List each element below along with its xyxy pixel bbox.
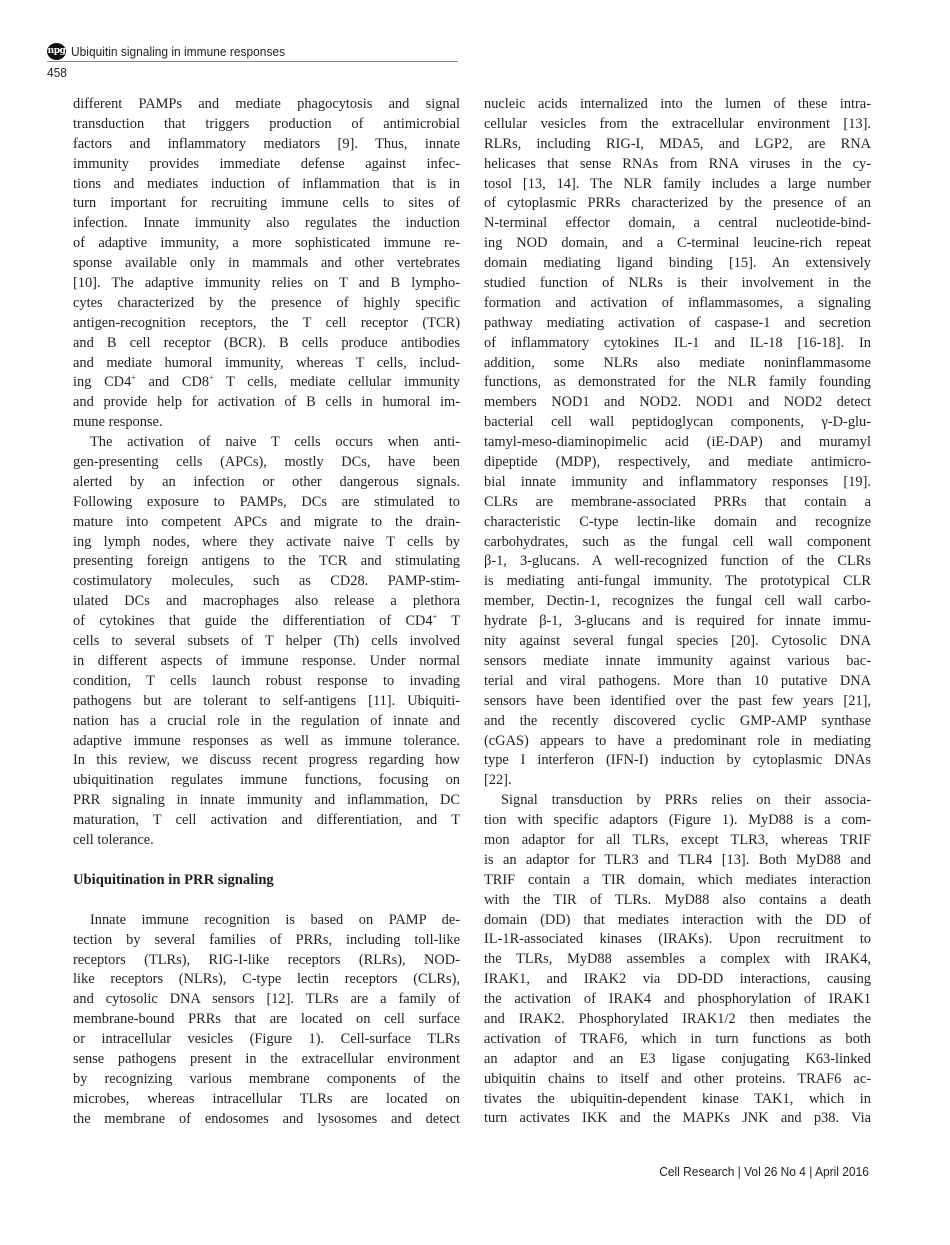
text-line: and cytosolic DNA sensors [12]. TLRs are a family of: [73, 991, 460, 1008]
text-line: The activation of naive T cells occurs when anti-: [90, 434, 460, 451]
text-line: and mediate humoral immunity, whereas T cells, includ-: [73, 354, 460, 371]
paragraph: [484, 95, 871, 791]
text-line: immunity provides immediate defense against infec-: [73, 155, 460, 172]
text-line: bial innate immunity and inflammatory responses [19].: [484, 473, 871, 490]
text-line: ubiquitination regulates immune functions, focusing on: [73, 772, 460, 789]
text-line: functions, as demonstrated for the NLR family founding: [484, 374, 871, 391]
section-heading: Ubiquitination in PRR signaling: [73, 871, 274, 888]
text-line: sensors have been identified over the past few years [21],: [484, 692, 871, 709]
text-line: costimulatory molecules, such as CD28. PAMP-stim-: [73, 573, 460, 590]
text-line: cell tolerance.: [73, 831, 154, 848]
text-line: β-1, 3-glucans. A well-recognized function of the CLRs: [484, 553, 871, 570]
paragraph: [73, 95, 460, 433]
text-line: ubiquitin chains to itself and other proteins. TRAF6 ac-: [484, 1070, 871, 1087]
superscript: +: [209, 373, 214, 383]
text-line: nity against several fungal species [20]. Cytosolic DNA: [484, 633, 871, 650]
paragraph: [73, 911, 460, 1130]
text-line: or intracellular vesicles (Figure 1). Cell-surface TLRs: [73, 1031, 460, 1048]
text-line: of adaptive immunity, a more sophisticated immune re-: [73, 235, 460, 252]
text-line: bacterial cell wall peptidoglycan components, γ-D-glu-: [484, 414, 871, 431]
text-fragment: T cells, mediate cellular immunity: [213, 374, 460, 391]
text-line: by recognizing various membrane components of the: [73, 1070, 460, 1087]
text-line: dipeptide (MDP), respectively, and mediate antimicro-: [484, 454, 871, 471]
text-line: member, Dectin-1, recognizes the fungal cell wall carbo-: [484, 593, 871, 610]
text-line: presenting foreign antigens to the TCR and stimulating: [73, 553, 460, 570]
text-line: ing NOD domain, and a C-terminal leucine-rich repeat: [484, 235, 871, 252]
text-line: different PAMPs and mediate phagocytosis and signal: [73, 96, 460, 112]
header-rule: [47, 42, 458, 62]
right-column: [484, 95, 871, 1129]
text-fragment: ing CD4: [73, 374, 132, 391]
text-line: domain mediating ligand binding [15]. An extensively: [484, 255, 871, 272]
text-line: [22].: [484, 772, 512, 789]
text-line: IRAK1, and IRAK2 via DD-DD interactions, causing: [484, 971, 871, 988]
text-line: tamyl-meso-diaminopimelic acid (iE-DAP) and muramyl: [484, 434, 871, 451]
running-header: [47, 42, 458, 80]
text-line: of inflammatory cytokines IL-1 and IL-18 [16-18]. In: [484, 334, 871, 351]
text-line: terial and viral pathogens. More than 10 putative DNA: [484, 672, 871, 689]
text-line: sensors mediate innate immunity against various bac-: [484, 652, 871, 669]
text-line: PRR signaling in innate immunity and inflammation, DC: [73, 792, 460, 809]
page-number: 458: [47, 65, 67, 80]
text-line: is mediating anti-fungal immunity. The prototypical CLR: [484, 573, 871, 590]
text-line: and B cell receptor (BCR). B cells produce antibodies: [73, 334, 460, 351]
text-line: CLRs are membrane-associated PRRs that contain a: [484, 493, 871, 510]
text-line: sense pathogens present in the extracellular environment: [73, 1050, 460, 1067]
text-line: tivates the ubiquitin-dependent kinase TAK1, which in: [484, 1090, 871, 1107]
text-line: and the recently discovered cyclic GMP-AMP synthase: [484, 712, 871, 729]
text-line: and provide help for activation of B cells in humoral im-: [73, 394, 460, 411]
text-line: cellular vesicles from the extracellular environment [13].: [484, 115, 871, 132]
text-line: domain (DD) that mediates interaction with the DD of: [484, 911, 871, 928]
text-line: tion with specific adaptors (Figure 1). MyD88 is a com-: [484, 812, 871, 829]
text-line: IL-1R-associated kinases (IRAKs). Upon recruitment to: [484, 931, 871, 948]
text-line: RLRs, including RIG-I, MDA5, and LGP2, are RNA: [484, 135, 871, 152]
text-line: ulated DCs and macrophages also release a plethora: [73, 593, 460, 610]
text-line: sponse available only in mammals and other vertebrates: [73, 255, 460, 272]
text-line: activation of TRAF6, which in turn functions as both: [484, 1030, 871, 1047]
footer-citation: Cell Research | Vol 26 No 4 | April 2016: [659, 1164, 869, 1179]
text-line: mon adaptor for all TLRs, except TLR3, whereas TRIF: [484, 831, 871, 848]
text-line: studied function of NLRs is their involvement in the: [484, 275, 871, 292]
text-line: the TLRs, MyD88 assembles a complex with IRAK4,: [484, 951, 871, 968]
text-line: mature into competent APCs and migrate to the drain-: [73, 513, 460, 530]
text-line: pathogens but are tolerant to self-antigens [11]. Ubiquiti-: [73, 692, 460, 709]
text-line: Following exposure to PAMPs, DCs are stimulated to: [73, 493, 460, 510]
text-line: turn important for recruiting immune cells to sites of: [73, 195, 460, 212]
text-line: an adaptor and an E3 ligase conjugating K63-linked: [484, 1050, 871, 1067]
text-line: [73, 612, 460, 632]
text-line: the membrane of endosomes and lysosomes and detect: [73, 1110, 460, 1127]
text-line: gen-presenting cells (APCs), mostly DCs, have been: [73, 454, 460, 471]
text-line: maturation, T cell activation and differentiation, and T: [73, 812, 460, 829]
text-line: infection. Innate immunity also regulates the induction: [73, 215, 460, 232]
running-title: Ubiquitin signaling in immune responses: [71, 43, 286, 59]
text-line: cells to several subsets of T helper (Th) cells involved: [73, 633, 460, 650]
superscript: +: [432, 612, 438, 622]
text-line: is an adaptor for TLR3 and TLR4 [13]. Both MyD88 and: [484, 851, 871, 868]
text-line: like receptors (NLRs), C-type lectin receptors (CLRs),: [73, 971, 460, 988]
text-line: adaptive immune responses as well as immune tolerance.: [73, 732, 460, 749]
text-line: tions and mediates induction of inflammation that is in: [73, 175, 460, 192]
text-line: hydrate β-1, 3-glucans and is required for innate immu-: [484, 613, 871, 630]
text-line: nucleic acids internalized into the lumen of these intra-: [484, 96, 871, 112]
text-line: ing lymph nodes, where they activate naive T cells by: [73, 533, 460, 550]
text-line: tosol [13, 14]. The NLR family includes a large number: [484, 175, 871, 192]
text-line: TRIF contain a TIR domain, which mediates interaction: [484, 871, 871, 888]
text-line: of cytoplasmic PRRs characterized by the presence of an: [484, 195, 871, 212]
text-line: Innate immune recognition is based on PAMP de-: [90, 911, 460, 928]
text-line: receptors (TLRs), RIG-I-like receptors (RLRs), NOD-: [73, 951, 460, 968]
text-line: nation has a crucial role in the regulation of innate and: [73, 712, 460, 729]
text-line: in different aspects of immune response. Under normal: [73, 652, 460, 669]
text-line: helicases that sense RNAs from RNA viruses in the cy-: [484, 155, 871, 172]
text-line: antigen-recognition receptors, the T cell receptor (TCR): [73, 314, 460, 331]
text-line: condition, T cells launch robust response to invading: [73, 672, 460, 689]
text-line: mune response.: [73, 414, 163, 431]
text-line: cytes characterized by the presence of highly specific: [73, 294, 460, 311]
text-line: transduction that triggers production of antimicrobial: [73, 115, 460, 132]
text-line: characteristic C-type lectin-like domain and recognize: [484, 513, 871, 530]
text-line: N-terminal effector domain, a central nucleotide-bind-: [484, 215, 871, 232]
text-line: [73, 373, 460, 393]
text-line: [10]. The adaptive immunity relies on T and B lympho-: [73, 275, 460, 292]
text-line: factors and inflammatory mediators [9]. Thus, innate: [73, 135, 460, 152]
paragraph: [484, 791, 871, 1129]
superscript: +: [131, 373, 136, 383]
text-line: membrane-bound PRRs that are located on cell surface: [73, 1011, 460, 1028]
text-line: addition, some NLRs also mediate noninflammasome: [484, 354, 871, 371]
text-line: In this review, we discuss recent progress regarding how: [73, 752, 460, 769]
text-line: Signal transduction by PRRs relies on their associa-: [501, 792, 871, 809]
text-line: pathway mediating activation of caspase-1 and secretion: [484, 314, 871, 331]
text-line: formation and activation of inflammasomes, a signaling: [484, 294, 871, 311]
text-line: the activation of IRAK4 and phosphorylation of IRAK1: [484, 991, 871, 1008]
text-line: and IRAK2. Phosphorylated IRAK1/2 then mediates the: [484, 1010, 871, 1027]
npg-logo-icon: npg: [47, 43, 66, 60]
text-line: microbes, whereas intracellular TLRs are located on: [73, 1090, 460, 1107]
text-line: carbohydrates, such as the fungal cell wall component: [484, 533, 871, 550]
text-line: (cGAS) appears to have a predominant role in mediating: [484, 732, 871, 749]
text-fragment: T: [437, 613, 460, 630]
text-line: turn activates IKK and the MAPKs JNK and p38. Via: [484, 1110, 871, 1127]
left-column: [73, 95, 460, 1130]
text-line: members NOD1 and NOD2. NOD1 and NOD2 detect: [484, 394, 871, 411]
text-line: alerted by an infection or other dangerous signals.: [73, 473, 460, 490]
text-line: type I interferon (IFN-I) induction by cytoplasmic DNAs: [484, 752, 871, 769]
text-fragment: of cytokines that guide the differentiation of CD4: [73, 613, 433, 630]
paragraph: [73, 433, 460, 851]
text-line: tection by several families of PRRs, including toll-like: [73, 931, 460, 948]
text-line: with the TIR of TLRs. MyD88 also contains a death: [484, 891, 871, 908]
text-fragment: and CD8: [135, 374, 210, 391]
